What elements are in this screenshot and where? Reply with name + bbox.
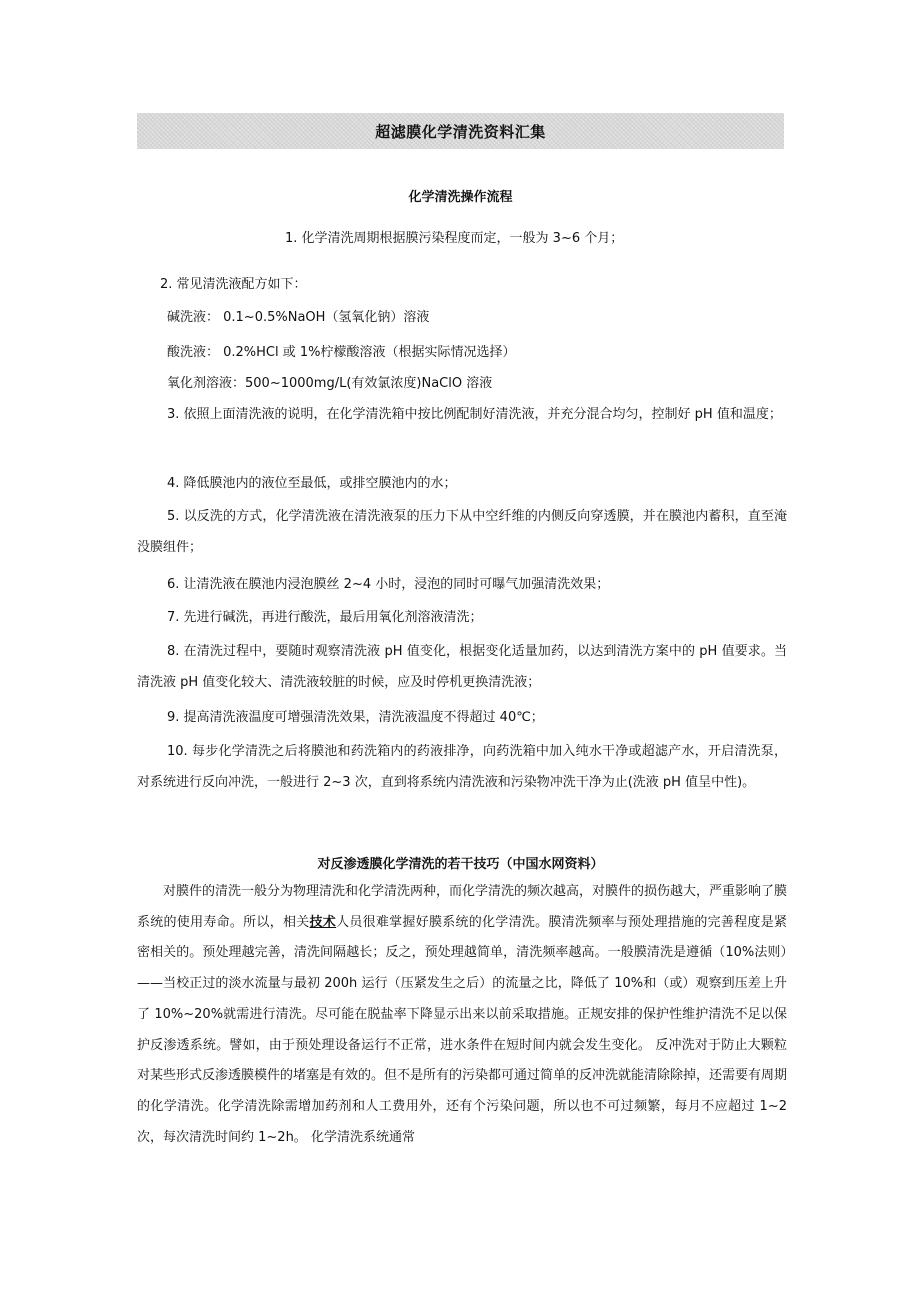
formula-alkali: 碱洗液： 0.1~0.5%NaOH（氢氧化钠）溶液 [167, 310, 430, 325]
section-title-cleaning-procedure: 化学清洗操作流程 [408, 190, 513, 205]
step-7: 7. 先进行碱洗，再进行酸洗，最后用氧化剂溶液清洗； [167, 610, 483, 625]
formula-oxidant: 氧化剂溶液：500~1000mg/L(有效氯浓度)NaClO 溶液 [167, 376, 493, 391]
ro-cleaning-paragraph [137, 877, 787, 1153]
step-9: 9. 提高清洗液温度可增强清洗效果，清洗液温度不得超过 40℃； [167, 710, 544, 725]
paragraph-text-part-2: 人员很难掌握好膜系统的化学清洗。膜清洗频率与预处理措施的完善程度是紧密相关的。预处理越完善，清洗间隔越长；反之，预处理越简单，清洗频率越高。一般膜清洗是遵循（10%法则）——当校正过的淡水流量与最初 200h 运行（压紧发生之后）的流量之比，降低了 10%和（或）观察到压差上升了 10%~20%就需进行清洗。尽可能在脱盐率下降显示出来以前采取措施。正规安排的保护性维护清洗不足以保护反渗透系统。譬如，由于预处理设备运行不正常，进水条件在短时间内就会发生变化。 反冲洗对于防止大颗粒对某些形式反渗透膜模件的堵塞是有效的。但不是所有的污染都可通过简单的反冲洗就能清除除掉，还需要有周期的化学清洗。化学清洗除需增加药剂和人工费用外，还有个污染问题，所以也不可过频繁，每月不应超过 1~2 次，每次清洗时间约 1~2h。 化学清洗系统通常 [137, 914, 788, 1145]
step-8: 8. 在清洗过程中，要随时观察清洗液 pH 值变化，根据变化适量加药，以达到清洗方案中的 pH 值要求。当清洗液 pH 值变化较大、清洗液较脏的时候，应及时停机更换清洗液； [137, 644, 787, 690]
formula-acid: 酸洗液： 0.2%HCl 或 1%柠檬酸溶液（根据实际情况选择） [167, 345, 516, 360]
step-6: 6. 让清洗液在膜池内浸泡膜丝 2~4 小时，浸泡的同时可曝气加强清洗效果； [167, 577, 610, 592]
document-title: 超滤膜化学清洗资料汇集 [375, 122, 546, 141]
step-4: 4. 降低膜池内的液位至最低，或排空膜池内的水； [167, 476, 457, 491]
title-banner [137, 113, 784, 149]
step-2: 2. 常见清洗液配方如下： [160, 277, 307, 292]
section-title-ro-cleaning-tips: 对反渗透膜化学清洗的若干技巧（中国水网资料） [317, 857, 604, 872]
technology-link[interactable]: 技术 [309, 914, 337, 930]
paragraph-text-part-1: 对膜件的清洗一般分为物理清洗和化学清洗两种，而化学清洗的频次越高，对膜件的损伤越大，严重影响了膜系统的使用寿命。所以，相关 [137, 884, 788, 930]
step-3: 3. 依照上面清洗液的说明，在化学清洗箱中按比例配制好清洗液，并充分混合均匀，控制好 pH 值和温度； [167, 407, 782, 422]
step-5: 5. 以反洗的方式，化学清洗液在清洗液泵的压力下从中空纤维的内侧反向穿透膜，并在膜池内蓄积，直至淹没膜组件； [137, 509, 787, 555]
step-10: 10. 每步化学清洗之后将膜池和药洗箱内的药液排净，向药洗箱中加入纯水干净或超滤产水，开启清洗泵，对系统进行反向冲洗，一般进行 2~3 次，直到将系统内清洗液和污染物冲洗干净为止(洗液 pH 值呈中性)。 [137, 744, 787, 790]
step-1: 1. 化学清洗周期根据膜污染程度而定，一般为 3~6 个月； [285, 231, 624, 246]
